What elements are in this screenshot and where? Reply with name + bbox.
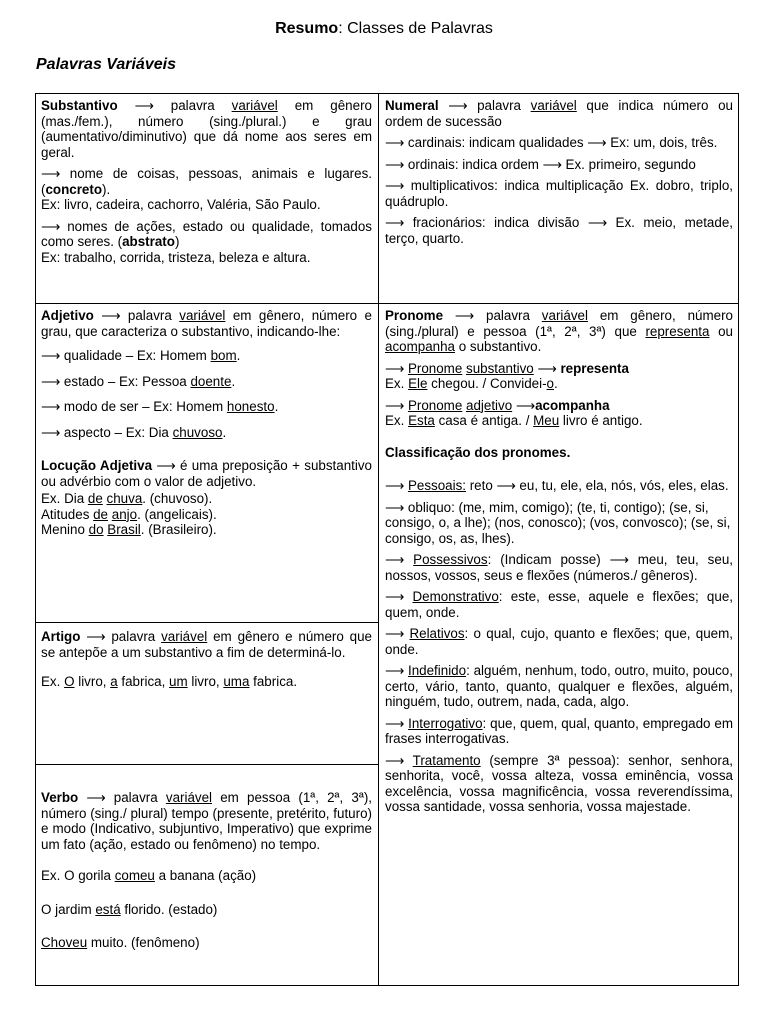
numeral-cell — [379, 94, 739, 253]
verbo-example: Ex. O gorila comeu a banana (ação) — [41, 868, 257, 883]
pronome-obliquo: ⟶ obliquo: (me, mim, comigo); (te, ti, contigo); (se, si, consigo, o, a lhe); (nos, conosco); (vos, convosco); (se, si, consigo, os, as, lhes). — [385, 499, 731, 546]
numeral-fracionarios: ⟶ fracionários: indica divisão ⟶ Ex. meio, metade, terço, quarto. — [385, 215, 733, 246]
pronome-definition: Pronome ⟶ palavra variável em gênero, número (sing./plural) e pessoa (1ª, 2ª, 3ª) que representa ou acompanha o substantivo. — [385, 308, 733, 354]
adjetivo-definition: Adjetivo ⟶ palavra variável em gênero, número e grau, que caracteriza o substantivo, indicando-lhe: — [41, 308, 372, 339]
row-divider — [35, 764, 379, 765]
pronome-classification-title: Classificação dos pronomes. — [385, 444, 571, 460]
page-title: Resumo: Classes de Palavras — [275, 20, 493, 37]
substantivo-concreto: ⟶ nome de coisas, pessoas, animais e lugares. (concreto). Ex: livro, cadeira, cachorro, Valéria, São Paulo. — [41, 166, 372, 212]
pronome-possessivos: ⟶ Possessivos: (Indicam posse) ⟶ meu, teu, seu, nossos, vossos, seus e flexões (números./ gêneros). — [385, 552, 733, 583]
pronome-indefinido: ⟶ Indefinido: alguém, nenhum, todo, outro, muito, pouco, certo, vário, tanto, quanto, qualquer e flexões, alguém, ninguém, tudo, outrem, nada, cada, algo. — [385, 663, 733, 709]
pronome-interrogativo: ⟶ Interrogativo: que, quem, qual, quanto, empregado em frases interrogativas. — [385, 715, 733, 746]
pronome-substantivo: ⟶ Pronome substantivo ⟶ representa Ex. Ele chegou. / Convidei-o. — [385, 360, 629, 391]
adjetivo-item: ⟶ qualidade – Ex: Homem bom. — [41, 348, 241, 363]
numeral-ordinais: ⟶ ordinais: indica ordem ⟶ Ex. primeiro, segundo — [385, 156, 696, 172]
substantivo-abstrato: ⟶ nomes de ações, estado ou qualidade, tomados como seres. (abstrato) Ex: trabalho, corrida, tristeza, beleza e altura. — [41, 218, 372, 265]
substantivo-cell — [35, 94, 378, 267]
verbo-definition: Verbo ⟶ palavra variável em pessoa (1ª, 2ª, 3ª), número (sing./ plural) tempo (presente, pretérito, futuro) e modo (Indicativo, subjuntivo, Imperativo) que exprime um fato (ação, estado ou fenômeno) no tempo. — [41, 790, 372, 852]
adjetivo-item: ⟶ modo de ser – Ex: Homem honesto. — [41, 399, 279, 414]
adjetivo-item: ⟶ aspecto – Ex: Dia chuvoso. — [41, 424, 227, 440]
locucao-examples: Ex. Dia de chuva. (chuvoso). Atitudes de anjo. (angelicais). Menino do Brasil. (Brasileiro). — [41, 491, 217, 537]
adjetivo-item: ⟶ estado – Ex: Pessoa doente. — [41, 373, 236, 389]
pronome-tratamento: ⟶ Tratamento (sempre 3ª pessoa): senhor, senhora, senhorita, você, vossa alteza, vossa eminência, vossa excelência, vossa magnificência, vossa reverendíssima, vossa santidade, vossa senhoria, vossa majestade. — [385, 752, 733, 814]
numeral-cardinais: ⟶ cardinais: indicam qualidades ⟶ Ex: um, dois, três. — [385, 135, 718, 150]
pronome-relativos: ⟶ Relativos: o qual, cujo, quanto e flexões; que, quem, onde. — [385, 626, 733, 657]
adjetivo-cell — [35, 304, 378, 545]
numeral-multiplicativos: ⟶ multiplicativos: indica multiplicação Ex. dobro, triplo, quádruplo. — [385, 178, 733, 209]
verbo-example: Choveu muito. (fenômeno) — [41, 935, 200, 950]
substantivo-definition: Substantivo ⟶ palavra variável em gênero (mas./fem.), número (sing./plural.) e grau (aumentativo/diminutivo) que dá nome aos seres em geral. — [41, 98, 372, 160]
pronome-demonstrativo: ⟶ Demonstrativo: este, esse, aquele e flexões; que, quem, onde. — [385, 589, 733, 620]
pronome-adjetivo: ⟶ Pronome adjetivo ⟶acompanha Ex. Esta casa é antiga. / Meu livro é antigo. — [385, 397, 643, 428]
locucao-adjetiva: Locução Adjetiva ⟶ é uma preposição + substantivo ou advérbio com o valor de adjetivo. — [41, 458, 372, 489]
pronome-pessoais: ⟶ Pessoais: reto ⟶ eu, tu, ele, ela, nós, vós, eles, elas. — [385, 478, 729, 493]
row-divider — [35, 622, 379, 623]
pronome-cell — [379, 304, 739, 822]
artigo-definition: Artigo ⟶ palavra variável em gênero e número que se antepõe a um substantivo a fim de determiná-lo. — [41, 629, 373, 660]
numeral-definition: Numeral ⟶ palavra variável que indica número ou ordem de sucessão — [385, 98, 733, 129]
verbo-cell — [35, 786, 378, 958]
artigo-example: Ex. O livro, a fabrica, um livro, uma fabrica. — [41, 674, 298, 689]
section-heading: Palavras Variáveis — [36, 56, 176, 73]
artigo-cell — [35, 625, 378, 697]
verbo-example: O jardim está florido. (estado) — [41, 901, 218, 917]
